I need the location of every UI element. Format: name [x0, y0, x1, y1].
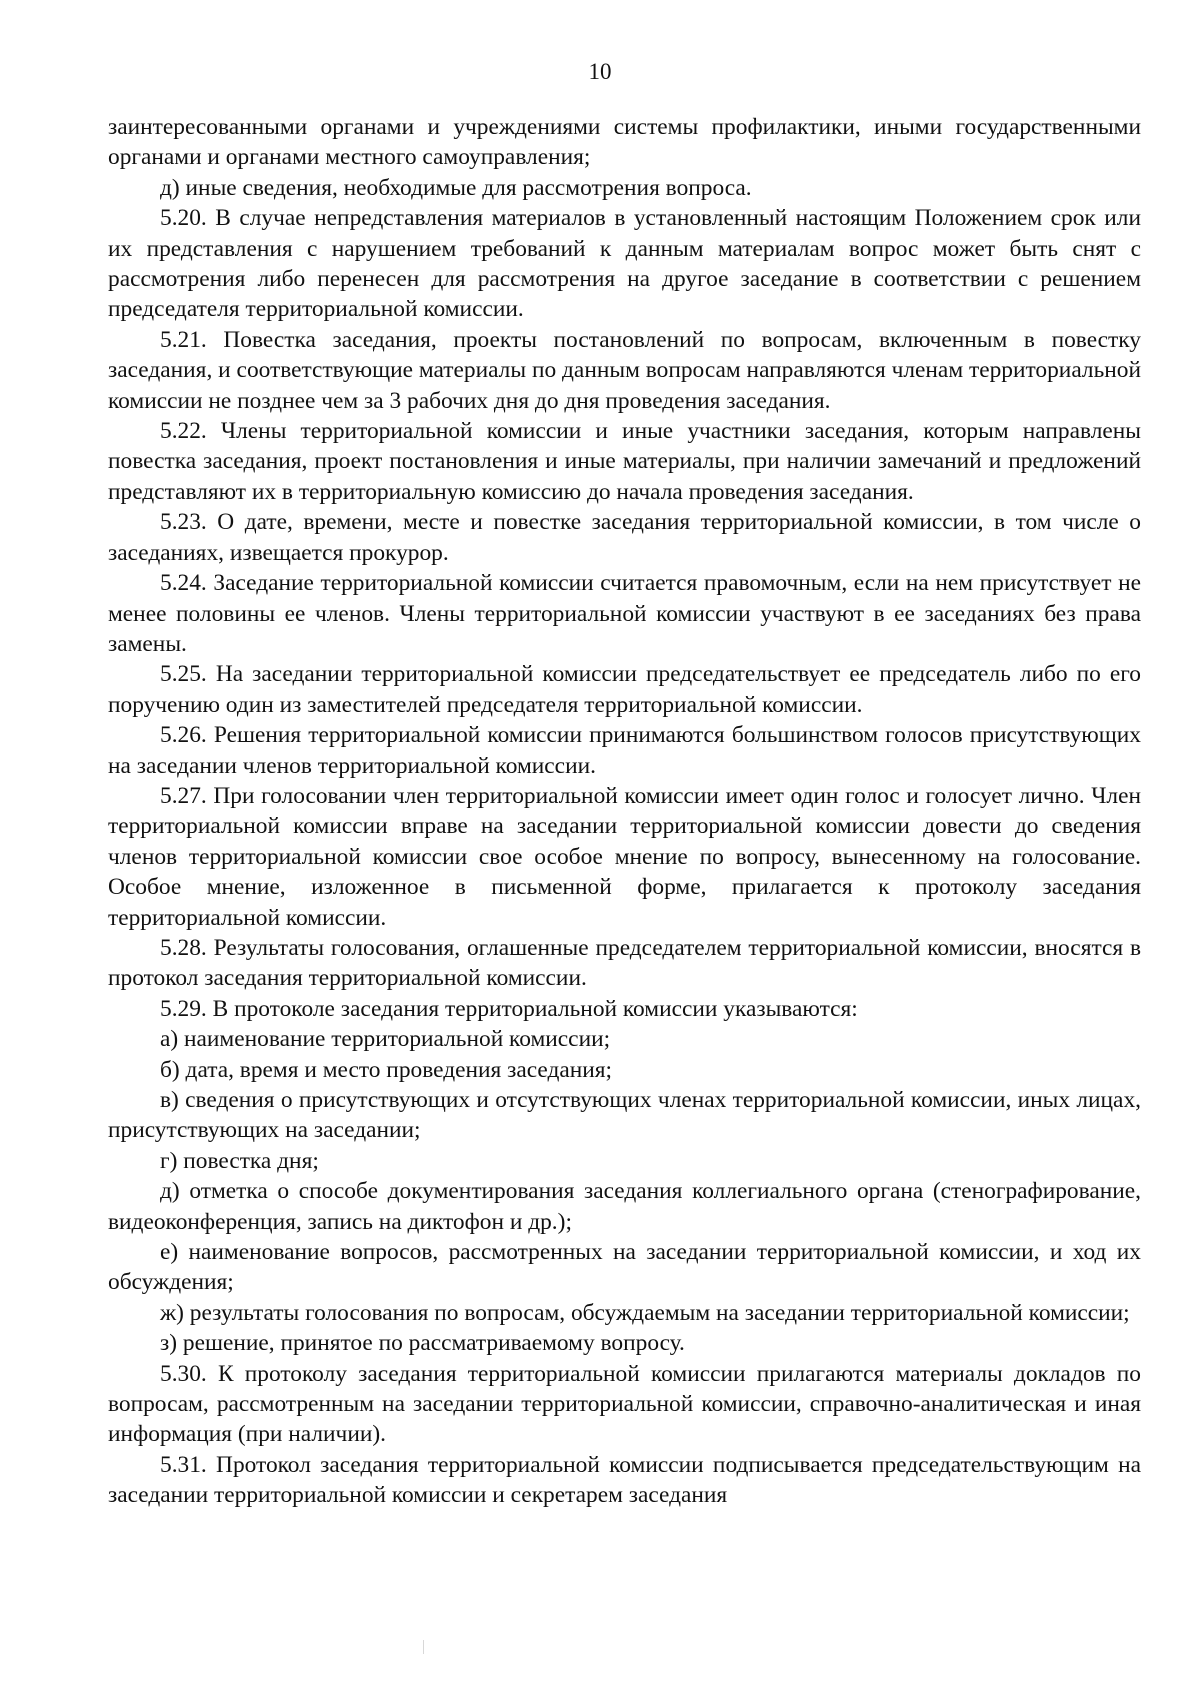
list-item: ж) результаты голосования по вопросам, обсуждаемым на заседании территориальной комиссии; [160, 1299, 1130, 1326]
scan-artifact [423, 1640, 424, 1654]
paragraph: 5.23. О дате, времени, месте и повестке заседания территориальной комиссии, в том числе о заседаниях, извещается прокурор. [108, 509, 1141, 566]
paragraph: 5.29. В протоколе заседания территориальной комиссии указываются: [160, 995, 858, 1022]
paragraph: заинтересованными органами и учреждениями системы профилактики, иными государственными органами и органами местного самоуправления; [108, 114, 1141, 171]
paragraph: 5.27. При голосовании член территориальной комиссии имеет один голос и голосует лично. Член территориальной комиссии вправе на заседании территориальной комиссии довести до сведения членов территориальной комиссии свое особое мнение по вопросу, вынесенному на голосование. Особое мнение, изложенное в письменной форме, прилагается к протоколу заседания территориальной комиссии. [108, 782, 1141, 931]
list-item: б) дата, время и место проведения заседания; [160, 1056, 613, 1083]
paragraph: 5.28. Результаты голосования, оглашенные председателем территориальной комиссии, вносятся в протокол заседания территориальной комиссии. [108, 934, 1141, 992]
list-item: г) повестка дня; [160, 1147, 319, 1174]
paragraph: 5.22. Члены территориальной комиссии и иные участники заседания, которым направлены повестка заседания, проект постановления и иные материалы, при наличии замечаний и предложений представляют их в территориальную комиссию до начала проведения заседания. [108, 418, 1141, 505]
paragraph: 5.31. Протокол заседания территориальной комиссии подписывается председательствующим на заседании территориальной комиссии и секретарем заседания [108, 1451, 1141, 1509]
paragraph: 5.24. Заседание территориальной комиссии считается правомочным, если на нем присутствует не менее половины ее членов. Члены территориальной комиссии участвуют в ее заседаниях без права замены. [108, 570, 1141, 657]
paragraph: 5.26. Решения территориальной комиссии принимаются большинством голосов присутствующих на заседании членов территориальной комиссии. [108, 722, 1141, 779]
list-item: а) наименование территориальной комиссии; [160, 1026, 611, 1053]
list-item: в) сведения о присутствующих и отсутствующих членах территориальной комиссии, иных лицах, присутствующих на заседании; [108, 1087, 1141, 1144]
page-number: 10 [588, 59, 612, 84]
paragraph: 5.20. В случае непредставления материалов в установленный настоящим Положением срок или их представления с нарушением требований к данным материалам вопрос может быть снят с рассмотрения либо перенесен для рассмотрения на другое заседание в соответствии с решением председателя территориальной комиссии. [108, 205, 1141, 323]
paragraph: д) иные сведения, необходимые для рассмотрения вопроса. [160, 174, 752, 201]
list-item: е) наименование вопросов, рассмотренных на заседании территориальной комиссии, и ход их обсуждения; [108, 1239, 1141, 1296]
paragraph: 5.30. К протоколу заседания территориальной комиссии прилагаются материалы докладов по вопросам, рассмотренным на заседании территориальной комиссии, справочно-аналитическая и иная информация (при наличии). [108, 1360, 1141, 1448]
paragraph: 5.25. На заседании территориальной комиссии председательствует ее председатель либо по его поручению один из заместителей председателя территориальной комиссии. [108, 661, 1141, 718]
list-item: д) отметка о способе документирования заседания коллегиального органа (стенографирование, видеоконференция, запись на диктофон и др.); [108, 1178, 1141, 1235]
document-body [108, 112, 1141, 1511]
list-item: з) решение, принятое по рассматриваемому вопросу. [160, 1330, 685, 1357]
paragraph: 5.21. Повестка заседания, проекты постановлений по вопросам, включенным в повестку заседания, и соответствующие материалы по данным вопросам направляются членам территориальной комиссии не позднее чем за 3 рабочих дня до дня проведения заседания. [108, 326, 1141, 414]
